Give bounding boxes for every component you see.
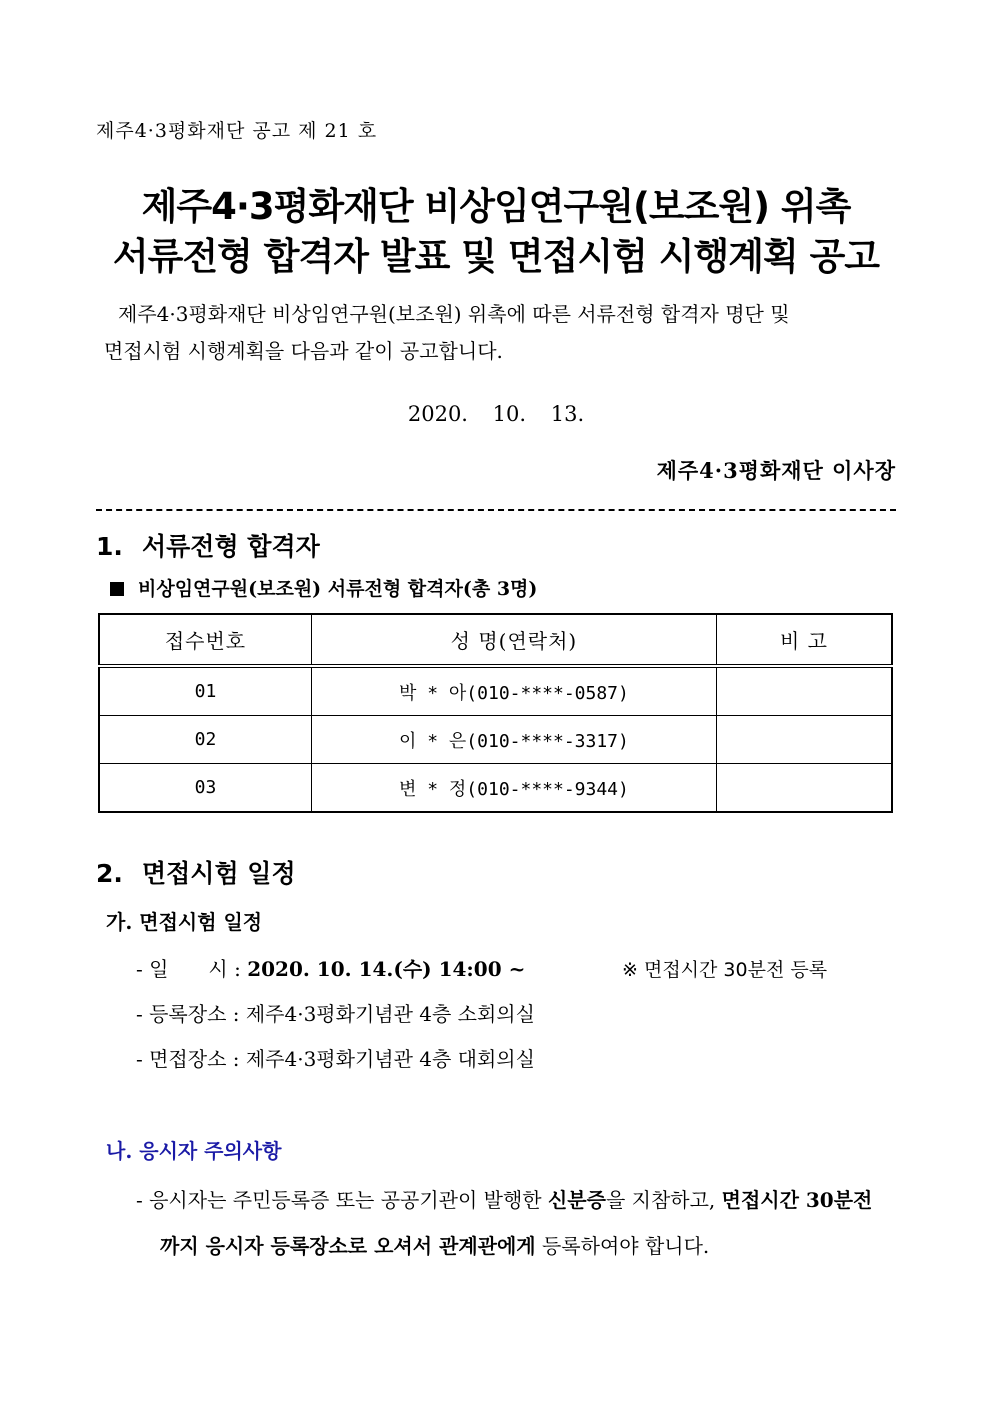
passer-table bbox=[98, 613, 893, 813]
cell-receipt-no: 02 bbox=[99, 716, 311, 764]
dashed-divider bbox=[96, 509, 896, 511]
registration-value: 제주4·3평화기념관 4층 소회의실 bbox=[245, 1002, 535, 1026]
header-receipt-no: 접수번호 bbox=[99, 614, 311, 666]
header-name: 성 명(연락처) bbox=[311, 614, 716, 666]
page-title-line2: 서류전형 합격자 발표 및 면접시험 시행계획 공고 bbox=[112, 235, 880, 278]
caution-line2 bbox=[136, 1223, 906, 1269]
caution-text bbox=[136, 1177, 906, 1269]
caution-time: 면접시간 30분전 bbox=[721, 1188, 873, 1212]
cell-remarks bbox=[716, 716, 892, 764]
schedule-interview bbox=[136, 1043, 535, 1072]
cell-remarks bbox=[716, 764, 892, 813]
section1-number: 1. bbox=[96, 532, 123, 561]
section1-subheading-text: 비상임연구원(보조원) 서류전형 합격자(총 3명) bbox=[138, 578, 538, 600]
caution-line1 bbox=[136, 1177, 906, 1223]
cell-receipt-no: 01 bbox=[99, 666, 311, 716]
table-header-row bbox=[99, 614, 892, 666]
caution-id-card: 신분증 bbox=[547, 1188, 606, 1212]
section1-subheading bbox=[110, 574, 537, 601]
caution-part1: - 응시자는 주민등록증 또는 공공기관이 발행한 bbox=[136, 1188, 548, 1212]
registration-note: ※ 면접시간 30분전 등록 bbox=[622, 959, 828, 981]
section2-number: 2. bbox=[96, 859, 123, 888]
table-row bbox=[99, 716, 892, 764]
section2-sub-b: 나. 응시자 주의사항 bbox=[106, 1139, 282, 1163]
signer: 제주4·3평화재단 이사장 bbox=[656, 458, 896, 483]
announcement-date: 2020. 10. 13. bbox=[407, 402, 585, 426]
table-row bbox=[99, 666, 892, 716]
datetime-value: 2020. 10. 14.(수) 14:00 ~ bbox=[247, 957, 526, 981]
section1-title: 서류전형 합격자 bbox=[142, 532, 320, 561]
caution-part3: 등록하여야 합니다. bbox=[535, 1234, 710, 1258]
registration-label: - 등록장소 : bbox=[136, 1002, 240, 1026]
square-bullet-icon bbox=[110, 582, 124, 596]
section1-heading bbox=[96, 527, 320, 563]
schedule-datetime bbox=[136, 953, 525, 982]
datetime-label: - 일 시 : bbox=[136, 957, 241, 981]
schedule-registration bbox=[136, 998, 535, 1027]
cell-name: 박 * 아(010-****-0587) bbox=[311, 666, 716, 716]
section2-title: 면접시험 일정 bbox=[142, 859, 296, 888]
caution-part2: 을 지참하고, bbox=[605, 1188, 722, 1212]
section2-heading bbox=[96, 854, 296, 890]
intro-line1: 제주4·3평화재단 비상임연구원(보조원) 위촉에 따른 서류전형 합격자 명단 및 bbox=[118, 302, 790, 326]
notice-number: 제주4·3평화재단 공고 제 21 호 bbox=[96, 120, 378, 142]
header-remarks: 비 고 bbox=[716, 614, 892, 666]
interview-value: 제주4·3평화기념관 4층 대회의실 bbox=[245, 1047, 535, 1071]
section2-sub-a: 가. 면접시험 일정 bbox=[106, 910, 263, 934]
cell-receipt-no: 03 bbox=[99, 764, 311, 813]
intro-line2: 면접시험 시행계획을 다음과 같이 공고합니다. bbox=[104, 339, 503, 363]
cell-name: 이 * 은(010-****-3317) bbox=[311, 716, 716, 764]
cell-name: 변 * 정(010-****-9344) bbox=[311, 764, 716, 813]
cell-remarks bbox=[716, 666, 892, 716]
caution-place: 까지 응시자 등록장소로 오셔서 관계관에게 bbox=[160, 1234, 536, 1258]
interview-label: - 면접장소 : bbox=[136, 1047, 240, 1071]
page-title-line1: 제주4·3평화재단 비상임연구원(보조원) 위촉 bbox=[141, 185, 851, 228]
table-row bbox=[99, 764, 892, 813]
